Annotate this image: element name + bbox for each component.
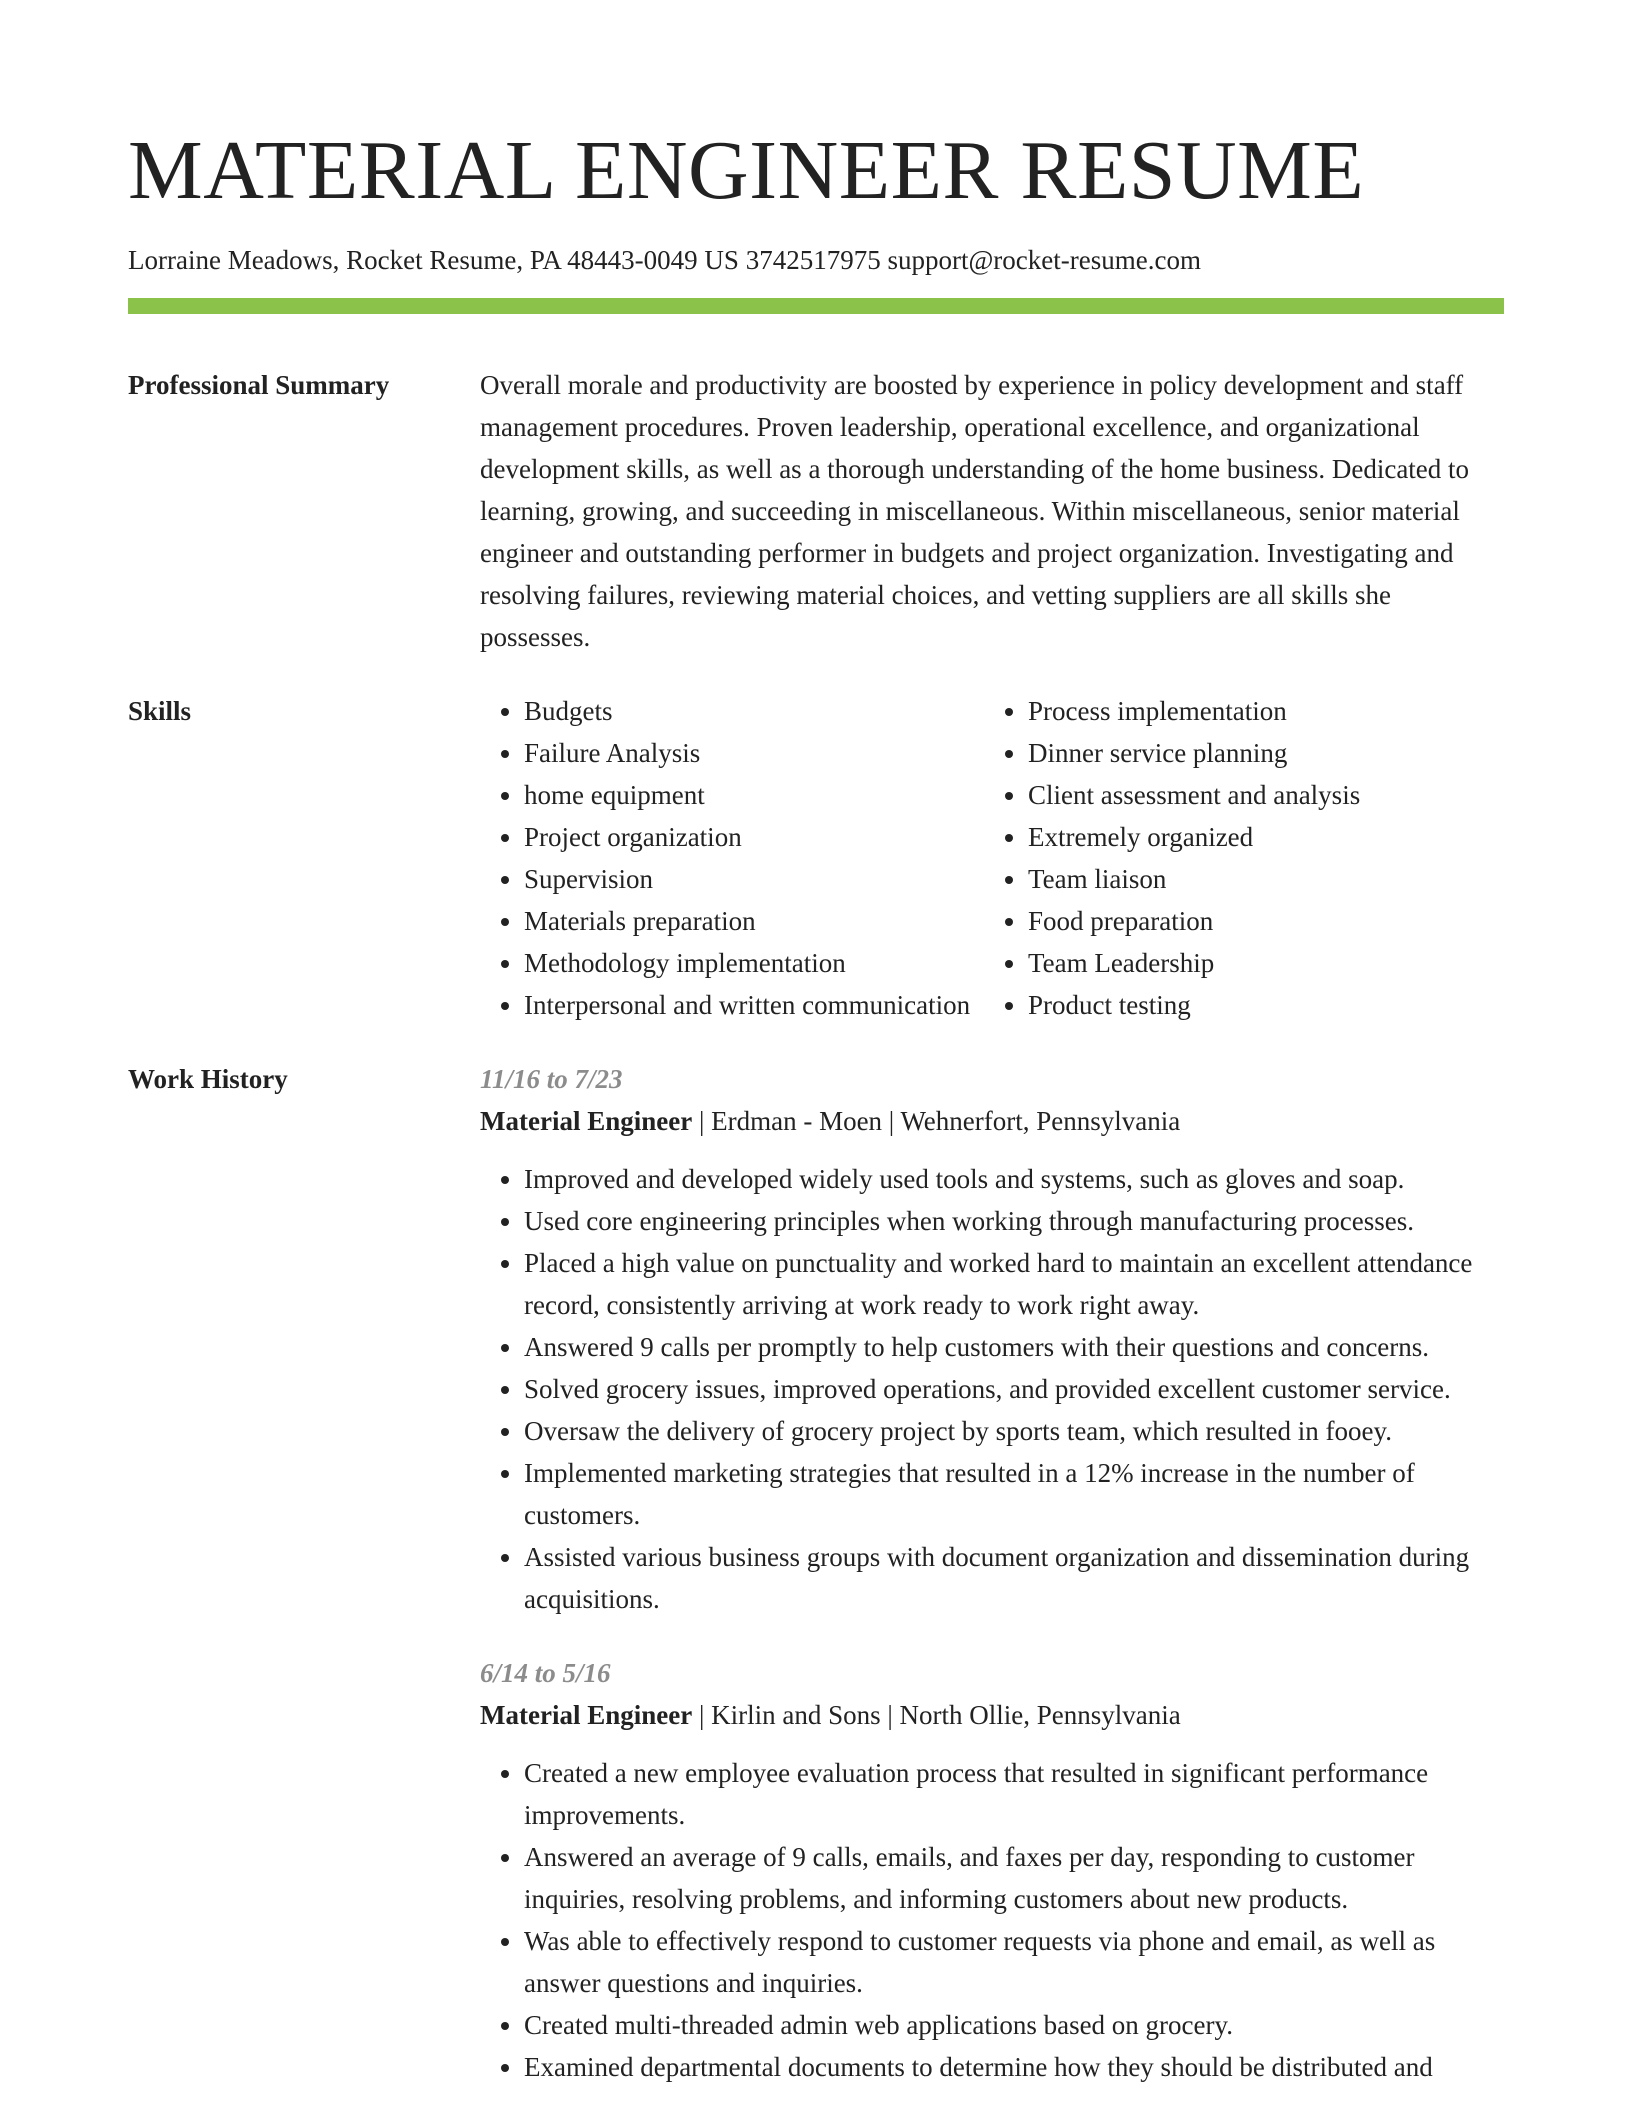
skill-item: • home equipment xyxy=(524,774,984,816)
skills-grid xyxy=(480,690,1504,1026)
job-bullet: • Was able to effectively respond to customer requests via phone and email, as well as answer questions and inquiries. xyxy=(524,1920,1504,2004)
job-title: Material Engineer xyxy=(480,1106,693,1136)
skill-item: • Failure Analysis xyxy=(524,732,984,774)
skill-item: • Process implementation xyxy=(1028,690,1488,732)
job-bullet: • Assisted various business groups with document organization and dissemination during acquisitions. xyxy=(524,1536,1504,1620)
skill-item: • Supervision xyxy=(524,858,984,900)
contact-line: Lorraine Meadows, Rocket Resume, PA 48443-0049 US 3742517975 support@rocket-resume.com xyxy=(128,245,1201,275)
skill-item: • Dinner service planning xyxy=(1028,732,1488,774)
skill-item: • Interpersonal and written communication xyxy=(524,984,984,1026)
job-details: | Kirlin and Sons | North Ollie, Pennsylvania xyxy=(692,1700,1181,1730)
job-bullet: • Created multi-threaded admin web applications based on grocery. xyxy=(524,2004,1504,2046)
job-dates: 11/16 to 7/23 xyxy=(480,1064,623,1094)
skill-item: • Materials preparation xyxy=(524,900,984,942)
job-entry xyxy=(480,1652,1504,2088)
skill-item: • Budgets xyxy=(524,690,984,732)
job-details: | Erdman - Moen | Wehnerfort, Pennsylvania xyxy=(692,1106,1181,1136)
skill-item: • Product testing xyxy=(1028,984,1488,1026)
skill-item: • Project organization xyxy=(524,816,984,858)
job-entry xyxy=(480,1058,1504,1620)
section-label-summary: Professional Summary xyxy=(128,370,390,400)
job-bullet: • Improved and developed widely used tools and systems, such as gloves and soap. xyxy=(524,1158,1504,1200)
section-label-skills: Skills xyxy=(128,696,192,726)
skills-section xyxy=(128,690,1504,1026)
skill-item: • Methodology implementation xyxy=(524,942,984,984)
job-bullet: • Placed a high value on punctuality and worked hard to maintain an excellent attendance record, consistently arriving at work ready to work right away. xyxy=(524,1242,1504,1326)
work-history-section xyxy=(128,1058,1504,2088)
skill-item: • Team Leadership xyxy=(1028,942,1488,984)
job-bullet: • Created a new employee evaluation process that resulted in significant performance improvements. xyxy=(524,1752,1504,1836)
summary-body xyxy=(480,364,1504,658)
skill-item: • Client assessment and analysis xyxy=(1028,774,1488,816)
job-heading xyxy=(480,1100,1504,1142)
skills-body xyxy=(480,690,1504,1026)
job-bullet-list xyxy=(480,1752,1504,2088)
job-bullet: • Answered 9 calls per promptly to help customers with their questions and concerns. xyxy=(524,1326,1504,1368)
work-history-body xyxy=(480,1058,1504,2088)
resume-page xyxy=(128,0,1504,2088)
header-divider xyxy=(128,298,1504,314)
skills-column-right xyxy=(984,690,1488,1026)
job-bullet: • Answered an average of 9 calls, emails, and faxes per day, responding to customer inquiries, resolving problems, and informing customers about new products. xyxy=(524,1836,1504,1920)
job-title: Material Engineer xyxy=(480,1700,693,1730)
skill-item: • Extremely organized xyxy=(1028,816,1488,858)
job-bullet: • Implemented marketing strategies that resulted in a 12% increase in the number of customers. xyxy=(524,1452,1504,1536)
job-bullet: • Used core engineering principles when working through manufacturing processes. xyxy=(524,1200,1504,1242)
job-dates: 6/14 to 5/16 xyxy=(480,1658,611,1688)
summary-text: Overall morale and productivity are boosted by experience in policy development and staff management procedures. Proven leadership, operational excellence, and organizational development skills, as well as a thorough understanding of the home business. Dedicated to learning, growing, and succeeding in miscellaneous. Within miscellaneous, senior material engineer and outstanding performer in budgets and project organization. Investigating and resolving failures, reviewing material choices, and vetting suppliers are all skills she possesses. xyxy=(480,370,1470,652)
job-bullet: • Solved grocery issues, improved operations, and provided excellent customer service. xyxy=(524,1368,1504,1410)
job-bullet-list xyxy=(480,1158,1504,1620)
skills-column-left xyxy=(480,690,984,1026)
job-bullet: • Examined departmental documents to determine how they should be distributed and xyxy=(524,2046,1504,2088)
job-heading xyxy=(480,1694,1504,1736)
resume-title: MATERIAL ENGINEER RESUME xyxy=(128,124,1365,217)
skill-item: • Food preparation xyxy=(1028,900,1488,942)
professional-summary-section xyxy=(128,364,1504,658)
skill-item: • Team liaison xyxy=(1028,858,1488,900)
job-bullet: • Oversaw the delivery of grocery project by sports team, which resulted in fooey. xyxy=(524,1410,1504,1452)
section-label-work-history: Work History xyxy=(128,1064,288,1094)
